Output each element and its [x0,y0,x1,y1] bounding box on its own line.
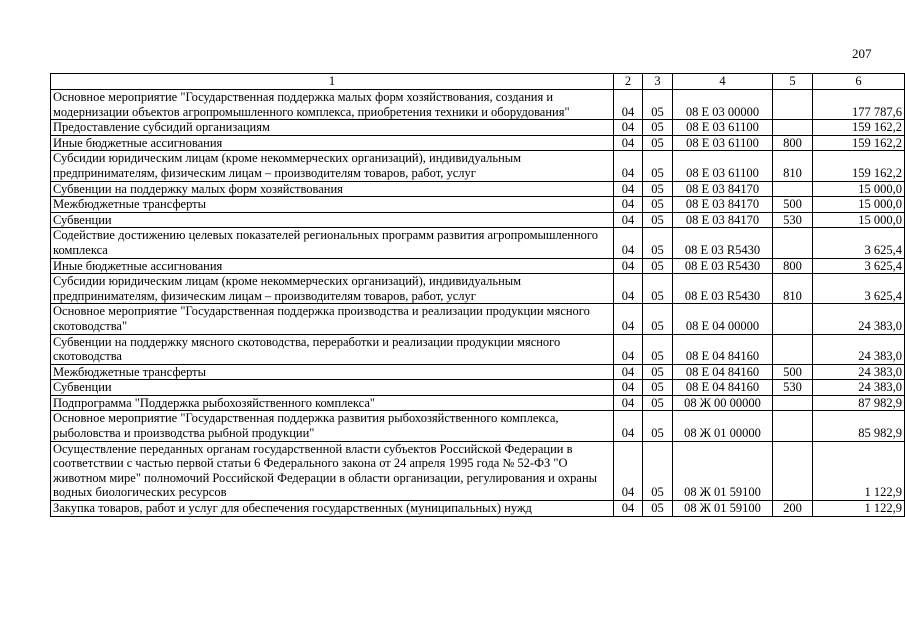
row-section: 04 [614,197,643,213]
row-subsection: 05 [643,274,673,304]
table-row [51,304,905,334]
table-row [51,151,905,181]
row-section: 04 [614,228,643,258]
row-target-code: 08 Ж 01 59100 [673,501,773,517]
row-amount: 159 162,2 [813,120,905,136]
row-section: 04 [614,120,643,136]
row-name: Подпрограмма "Поддержка рыбохозяйственного комплекса" [51,395,614,411]
row-amount: 159 162,2 [813,151,905,181]
table-row [51,441,905,500]
row-target-code: 08 Е 03 61100 [673,151,773,181]
row-subsection: 05 [643,441,673,500]
row-target-code: 08 Е 04 84160 [673,380,773,396]
row-amount: 24 383,0 [813,364,905,380]
row-section: 04 [614,258,643,274]
table-row [51,120,905,136]
header-row [51,74,905,90]
row-target-code: 08 Ж 00 00000 [673,395,773,411]
row-expense-type: 810 [773,274,813,304]
table-row [51,501,905,517]
row-section: 04 [614,501,643,517]
row-expense-type [773,334,813,364]
row-subsection: 05 [643,258,673,274]
header-col-6: 6 [813,74,905,90]
row-amount: 1 122,9 [813,501,905,517]
row-amount: 15 000,0 [813,212,905,228]
row-section: 04 [614,151,643,181]
row-amount: 3 625,4 [813,228,905,258]
row-section: 04 [614,135,643,151]
row-amount: 87 982,9 [813,395,905,411]
row-amount: 24 383,0 [813,304,905,334]
row-expense-type: 200 [773,501,813,517]
row-subsection: 05 [643,411,673,441]
row-target-code: 08 Е 04 00000 [673,304,773,334]
header-col-3: 3 [643,74,673,90]
row-section: 04 [614,90,643,120]
row-target-code: 08 Е 03 R5430 [673,274,773,304]
table-body [51,90,905,517]
row-name: Основное мероприятие "Государственная поддержка производства и реализации продукции мясного скотоводства" [51,304,614,334]
row-target-code: 08 Е 04 84160 [673,364,773,380]
row-section: 04 [614,411,643,441]
row-name: Осуществление переданных органам государственной власти субъектов Российской Федерации в соответствии с частью первой статьи 6 Федерального закона от 24 апреля 1995 года № 52-ФЗ "О животном мире" полномочий Российской Федерации в области организации, регулирования и охраны водных биологических ресурсов [51,441,614,500]
row-expense-type: 810 [773,151,813,181]
row-name: Субвенции на поддержку мясного скотоводства, переработки и реализации продукции мясного скотоводства [51,334,614,364]
row-target-code: 08 Е 03 84170 [673,181,773,197]
row-amount: 159 162,2 [813,135,905,151]
row-expense-type [773,120,813,136]
row-expense-type: 500 [773,364,813,380]
row-section: 04 [614,181,643,197]
row-amount: 3 625,4 [813,274,905,304]
row-subsection: 05 [643,304,673,334]
row-expense-type [773,411,813,441]
row-amount: 15 000,0 [813,181,905,197]
header-col-4: 4 [673,74,773,90]
header-col-5: 5 [773,74,813,90]
row-name: Предоставление субсидий организациям [51,120,614,136]
row-name: Межбюджетные трансферты [51,364,614,380]
row-target-code: 08 Е 03 R5430 [673,258,773,274]
table-row [51,395,905,411]
row-section: 04 [614,364,643,380]
row-expense-type [773,228,813,258]
row-target-code: 08 Ж 01 59100 [673,441,773,500]
row-section: 04 [614,212,643,228]
row-subsection: 05 [643,501,673,517]
row-subsection: 05 [643,120,673,136]
table-row [51,90,905,120]
table-row [51,364,905,380]
row-name: Основное мероприятие "Государственная поддержка малых форм хозяйствования, создания и модернизации объектов агропромышленного комплекса, приобретения техники и оборудования" [51,90,614,120]
table-row [51,197,905,213]
row-target-code: 08 Ж 01 00000 [673,411,773,441]
row-subsection: 05 [643,90,673,120]
row-expense-type [773,395,813,411]
row-expense-type [773,441,813,500]
table-row [51,258,905,274]
row-section: 04 [614,395,643,411]
row-name: Закупка товаров, работ и услуг для обеспечения государственных (муниципальных) нужд [51,501,614,517]
table-row [51,212,905,228]
row-name: Иные бюджетные ассигнования [51,258,614,274]
row-subsection: 05 [643,212,673,228]
row-expense-type: 800 [773,258,813,274]
row-amount: 15 000,0 [813,197,905,213]
row-name: Основное мероприятие "Государственная поддержка развития рыбохозяйственного комплекса, рыболовства и производства рыбной продукции" [51,411,614,441]
row-target-code: 08 Е 03 84170 [673,212,773,228]
row-amount: 24 383,0 [813,334,905,364]
page-number: 207 [852,46,872,61]
row-name: Содействие достижению целевых показателей региональных программ развития агропромышленного комплекса [51,228,614,258]
row-subsection: 05 [643,228,673,258]
row-target-code: 08 Е 03 61100 [673,120,773,136]
row-section: 04 [614,304,643,334]
row-section: 04 [614,441,643,500]
row-subsection: 05 [643,364,673,380]
row-expense-type: 530 [773,212,813,228]
row-name: Субсидии юридическим лицам (кроме некоммерческих организаций), индивидуальным предпринимателям, физическим лицам – производителям товаров, работ, услуг [51,151,614,181]
row-subsection: 05 [643,197,673,213]
row-name: Межбюджетные трансферты [51,197,614,213]
row-name: Иные бюджетные ассигнования [51,135,614,151]
header-col-2: 2 [614,74,643,90]
row-amount: 24 383,0 [813,380,905,396]
row-target-code: 08 Е 03 R5430 [673,228,773,258]
row-subsection: 05 [643,334,673,364]
table-row [51,228,905,258]
budget-table [50,73,905,517]
row-expense-type: 530 [773,380,813,396]
row-amount: 177 787,6 [813,90,905,120]
table-row [51,334,905,364]
row-amount: 3 625,4 [813,258,905,274]
row-subsection: 05 [643,135,673,151]
row-target-code: 08 Е 03 84170 [673,197,773,213]
row-expense-type: 800 [773,135,813,151]
row-name: Субвенции [51,380,614,396]
table-row [51,135,905,151]
table-header [51,74,905,90]
row-section: 04 [614,274,643,304]
header-col-1: 1 [51,74,614,90]
row-subsection: 05 [643,395,673,411]
row-expense-type [773,181,813,197]
table-row [51,274,905,304]
row-target-code: 08 Е 03 00000 [673,90,773,120]
row-expense-type: 500 [773,197,813,213]
row-amount: 85 982,9 [813,411,905,441]
row-subsection: 05 [643,380,673,396]
table-row [51,181,905,197]
row-target-code: 08 Е 04 84160 [673,334,773,364]
row-section: 04 [614,380,643,396]
row-target-code: 08 Е 03 61100 [673,135,773,151]
row-name: Субвенции [51,212,614,228]
row-section: 04 [614,334,643,364]
row-expense-type [773,304,813,334]
table-row [51,380,905,396]
row-expense-type [773,90,813,120]
row-subsection: 05 [643,151,673,181]
row-name: Субвенции на поддержку малых форм хозяйствования [51,181,614,197]
row-name: Субсидии юридическим лицам (кроме некоммерческих организаций), индивидуальным предпринимателям, физическим лицам – производителям товаров, работ, услуг [51,274,614,304]
table-row [51,411,905,441]
row-amount: 1 122,9 [813,441,905,500]
row-subsection: 05 [643,181,673,197]
